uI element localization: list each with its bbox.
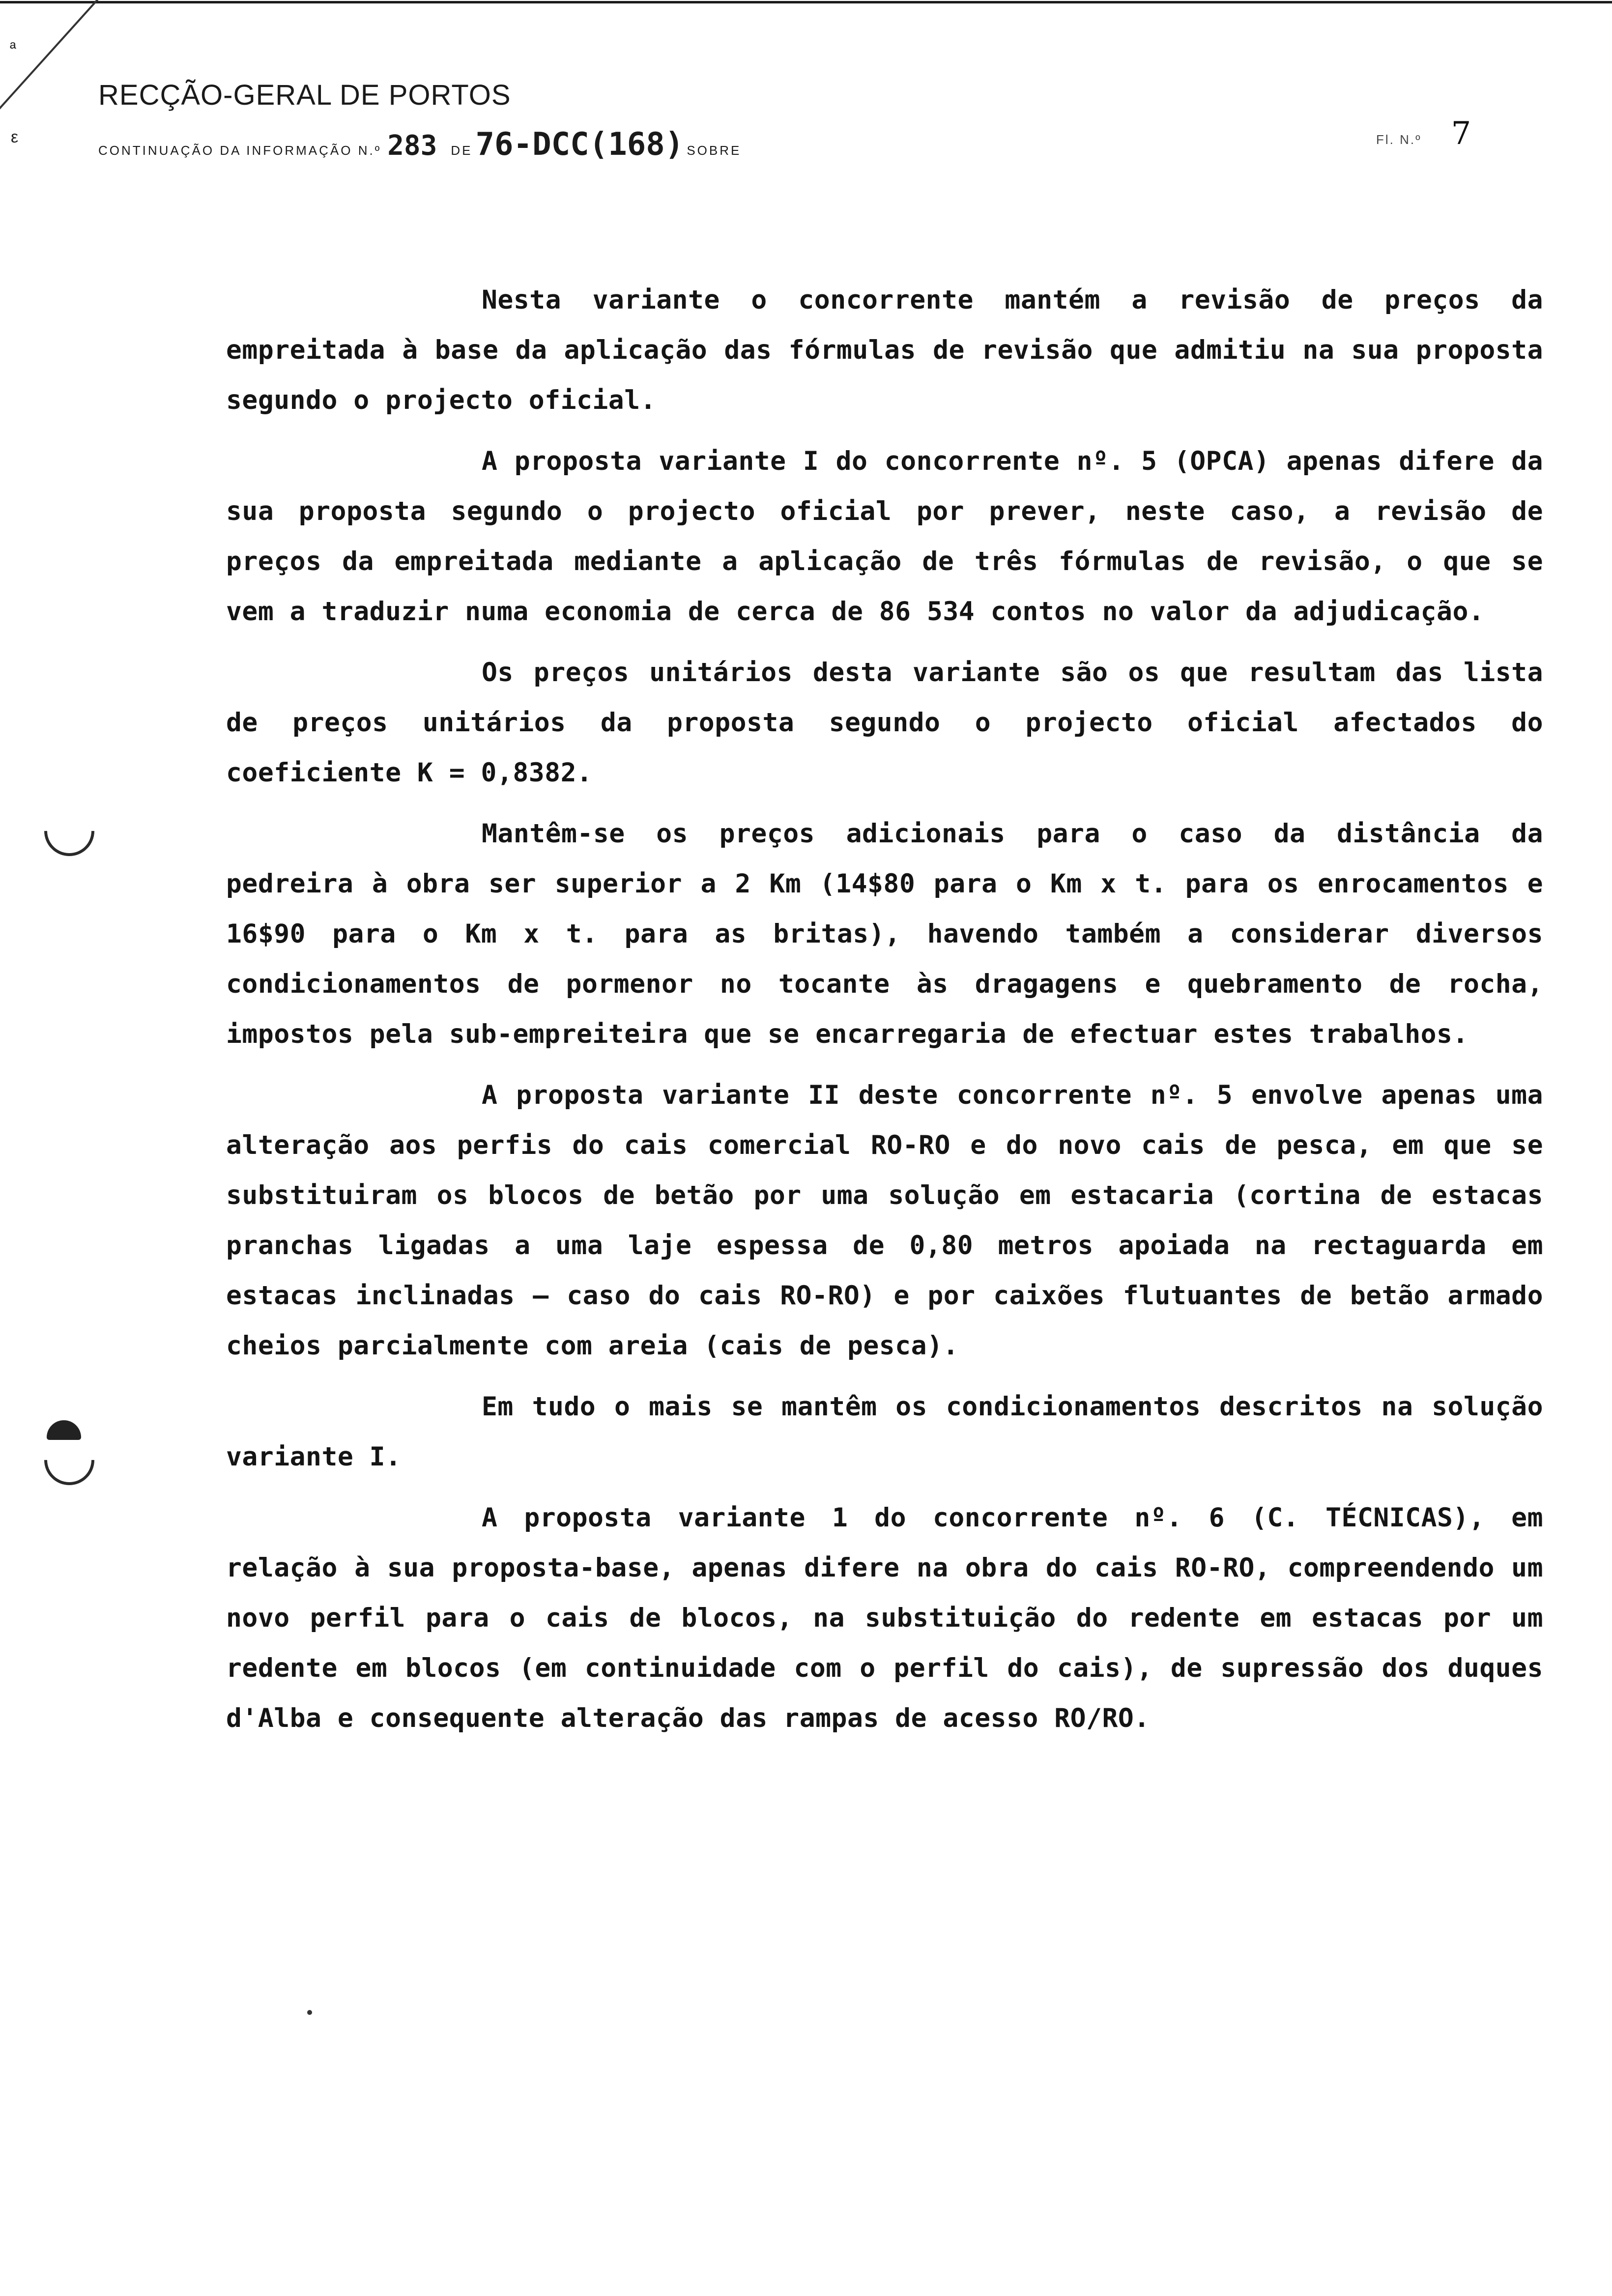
paragraph: Os preços unitários desta variante são os que resultam das lista de preços unitários da proposta segundo o projecto oficial afectados do coeficiente K = 0,8382. <box>226 658 1543 788</box>
continuation-label: CONTINUAÇÃO DA INFORMAÇÃO N.º <box>98 143 382 158</box>
sobre-label: SOBRE <box>687 143 742 158</box>
de-label: DE <box>451 143 473 158</box>
info-number: 283 <box>387 130 437 162</box>
paragraph: Mantêm-se os preços adicionais para o caso da distância da pedreira à obra ser superior a 2 Km (14$80 para o Km x t. para os enrocamentos e 16$90 para o Km x t. para as britas), havendo também a considerar diversos condicionamentos de pormenor no tocante às dragagens e quebramento de rocha, impostos pela sub-empreiteira que se encarregaria de efectuar estes trabalhos. <box>226 819 1543 1049</box>
margin-mark: ε <box>11 128 19 146</box>
ink-dot <box>307 2010 312 2015</box>
document-reference: 76-DCC(168) <box>475 126 684 163</box>
organization-name: RECÇÃO-GERAL DE PORTOS <box>98 79 511 111</box>
page-number: 7 <box>1451 115 1471 152</box>
continuation-line <box>98 126 741 163</box>
document-body <box>226 275 1543 1754</box>
punch-hole-mark <box>34 796 105 866</box>
paragraph: A proposta variante I do concorrente nº. 5 (OPCA) apenas difere da sua proposta segundo o projecto oficial por prever, neste caso, a revisão de preços da empreitada mediante a aplicação de três fórmulas de revisão, o que se vem a traduzir numa economia de cerca de 86 534 contos no valor da adjudicação. <box>226 446 1543 627</box>
top-edge-rule <box>0 1 1612 3</box>
paragraph: A proposta variante 1 do concorrente nº. 6 (C. TÉCNICAS), em relação à sua proposta-base, apenas difere na obra do cais RO-RO, compreendendo um novo perfil para o cais de blocos, na substituição do redente em estacas por um redente em blocos (em continuidade com o perfil do cais), de supressão dos duques d'Alba e consequente alteração das rampas de acesso RO/RO. <box>226 1503 1543 1733</box>
folio-number-block <box>1376 115 1471 152</box>
paragraph: A proposta variante II deste concorrente nº. 5 envolve apenas uma alteração aos perfis do cais comercial RO-RO e do novo cais de pesca, em que se substituiram os blocos de betão por uma solução em estacaria (cortina de estacas pranchas ligadas a uma laje espessa de 0,80 metros apoiada na rectaguarda em estacas inclinadas — caso do cais RO-RO) e por caixões flutuantes de betão armado cheios parcialmente com areia (cais de pesca). <box>226 1080 1543 1361</box>
folio-label: Fl. N.º <box>1376 132 1422 147</box>
punch-hole-mark <box>34 1425 105 1495</box>
margin-mark: ª <box>10 39 16 58</box>
letterhead <box>98 79 741 163</box>
paragraph: Nesta variante o concorrente mantém a revisão de preços da empreitada à base da aplicação das fórmulas de revisão que admitiu na sua proposta segundo o projecto oficial. <box>226 285 1543 415</box>
paragraph: Em tudo o mais se mantêm os condicionamentos descritos na solução variante I. <box>226 1392 1543 1472</box>
